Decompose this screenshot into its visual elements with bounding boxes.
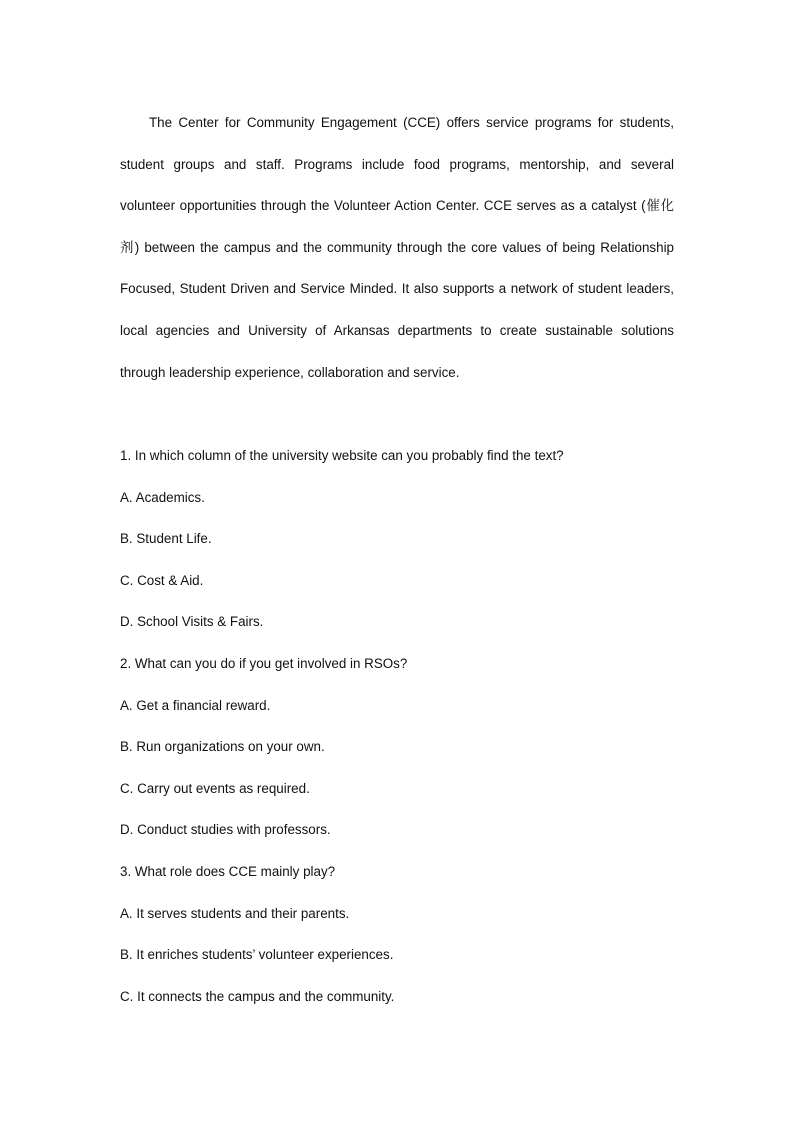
question-3-option-b: B. It enriches students’ volunteer experiences.	[120, 947, 394, 963]
question-3-stem: 3. What role does CCE mainly play?	[120, 863, 336, 879]
passage-paragraph: The Center for Community Engagement (CCE) offers service programs for students, student groups and staff. Programs include food programs, mentorship, and several volunteer opportunities through the Volunteer Action Center. CCE serves as a catalyst (催化剂) between the campus and the community through the core values of being Relationship Focused, Student Driven and Service Minded. It also supports a network of student leaders, local agencies and University of Arkansas departments to create sustainable solutions through leadership experience, collaboration and service.	[120, 115, 674, 380]
question-1-option-c: C. Cost & Aid.	[120, 572, 204, 588]
question-list	[120, 435, 680, 1017]
question-2-option-b: B. Run organizations on your own.	[120, 739, 325, 755]
question-3-option-a: A. It serves students and their parents.	[120, 905, 350, 921]
question-1-option-b: B. Student Life.	[120, 531, 212, 547]
question-2-option-a: A. Get a financial reward.	[120, 697, 271, 713]
question-1-stem: 1. In which column of the university website can you probably find the text?	[120, 448, 564, 463]
question-2-option-c: C. Carry out events as required.	[120, 780, 310, 796]
question-2-stem: 2. What can you do if you get involved in RSOs?	[120, 655, 408, 671]
question-2-option-d: D. Conduct studies with professors.	[120, 822, 331, 838]
question-1-option-d: D. School Visits & Fairs.	[120, 614, 264, 630]
question-1-option-a: A. Academics.	[120, 489, 205, 505]
question-3-option-c: C. It connects the campus and the community.	[120, 988, 395, 1004]
